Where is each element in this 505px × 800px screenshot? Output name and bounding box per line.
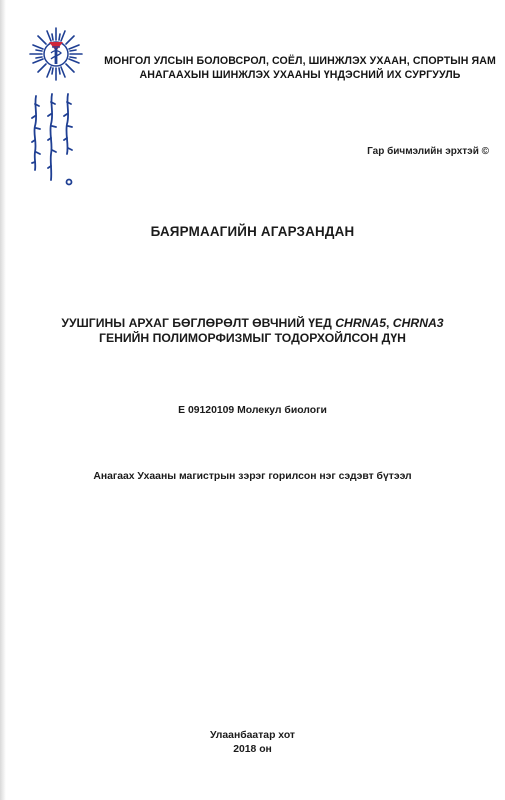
- title-separator: ,: [386, 316, 393, 330]
- author-name: БАЯРМААГИЙН АГАРЗАНДАН: [150, 224, 355, 239]
- university-logo: [22, 24, 92, 194]
- thesis-title-line-2: ГЕНИЙН ПОЛИМОРФИЗМЫГ ТОДОРХОЙЛСОН ДҮН: [99, 331, 406, 345]
- thesis-title-line-1: [0, 316, 505, 331]
- degree-statement: Анагаах Ухааны магистрын зэрэг горилсон нэг сэдэвт бүтээл: [93, 471, 412, 482]
- specialty-code: Е 09120109 Молекул биологи: [178, 405, 327, 416]
- city: Улаанбаатар хот: [209, 730, 296, 741]
- thesis-title: [0, 316, 505, 346]
- university-emblem-icon: [22, 24, 92, 194]
- title-prefix: УУШГИНЫ АРХАГ БӨГЛӨРӨЛТ ӨВЧНИЙ ҮЕД: [61, 316, 336, 330]
- year: 2018 он: [233, 744, 272, 755]
- gene-chrna5: CHRNA5: [335, 316, 387, 330]
- publication-footer: [0, 729, 505, 757]
- ministry-header: [100, 54, 500, 82]
- gene-chrna3: CHRNA3: [392, 316, 444, 330]
- university-name: АНАГААХЫН ШИНЖЛЭХ УХААНЫ ҮНДЭСНИЙ ИХ СУРГУУЛЬ: [139, 69, 461, 81]
- page-edge-shadow: [0, 0, 6, 800]
- ministry-name: МОНГОЛ УЛСЫН БОЛОВСРОЛ, СОЁЛ, ШИНЖЛЭХ УХААН, СПОРТЫН ЯАМ: [104, 55, 496, 67]
- rights-notice: Гар бичмэлийн эрхтэй ©: [367, 146, 489, 157]
